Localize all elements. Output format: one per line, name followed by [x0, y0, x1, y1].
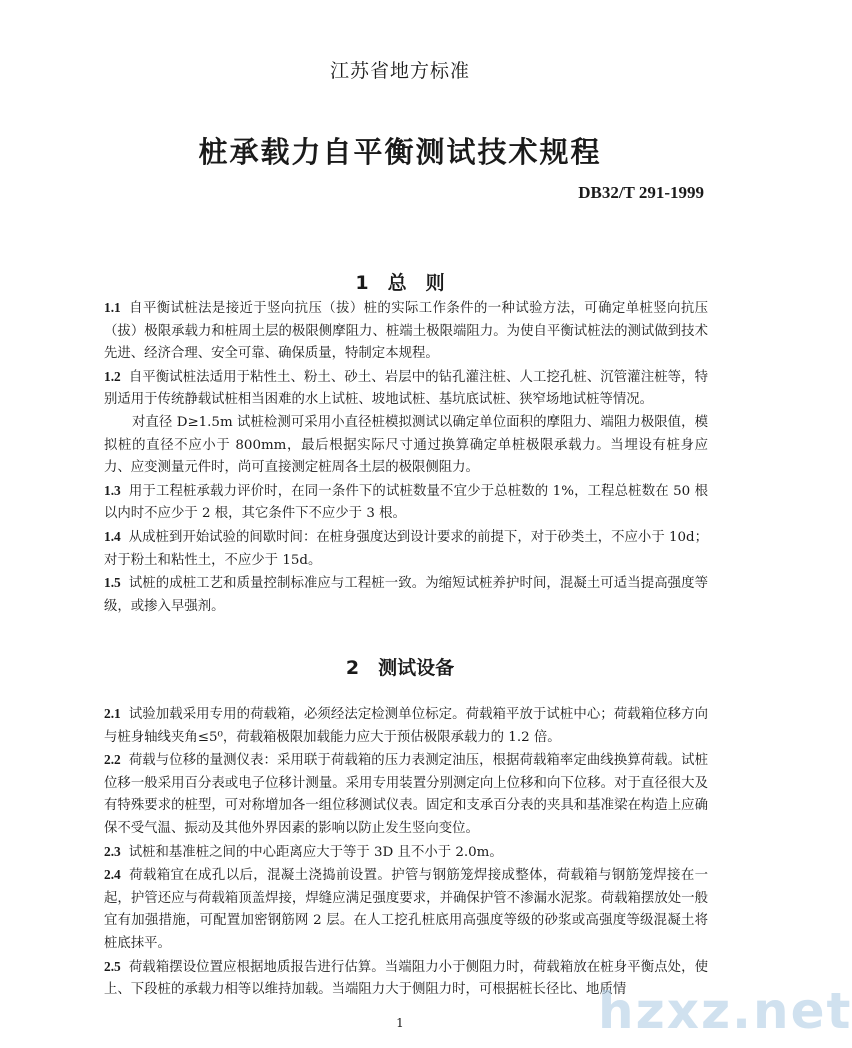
clause-number: 2.2: [104, 752, 121, 768]
page-number: 1: [396, 1016, 404, 1030]
page-title: 桩承载力自平衡测试技术规程: [198, 135, 602, 169]
clause-text: 荷载与位移的量测仪表：采用联于荷载箱的压力表测定油压，根据荷载箱率定曲线换算荷载。试桩位移一般采用百分表或电子位移计测量。采用专用装置分别测定向上位移和向下位移。对于直径很大及有特殊要求的桩型，可对称增加各一组位移测试仪表。固定和支承百分表的夹具和基准梁在构造上应确保不受气温、振动及其他外界因素的影响以防止发生竖向变位。: [104, 753, 708, 836]
site-watermark: hzxz.net: [598, 982, 852, 1040]
clause-number: 1.5: [104, 575, 121, 591]
standard-category-label: 江苏省地方标准: [329, 60, 470, 82]
clause-1-2: [104, 366, 708, 412]
clause-number: 2.3: [104, 843, 121, 859]
clause-1-4: [104, 526, 708, 572]
section-body-2: [104, 703, 708, 1002]
clause-text: 试验加载采用专用的荷载箱，必须经法定检测单位标定。荷载箱平放于试桩中心；荷载箱位移方向与桩身轴线夹角≤5⁰，荷载箱极限加载能力应大于预估极限承载力的 1.2 倍。: [104, 707, 708, 745]
clause-1-2-continued: [104, 412, 708, 480]
clause-text: 自平衡试桩法适用于粘性土、粉土、砂土、岩层中的钻孔灌注桩、人工挖孔桩、沉管灌注桩等，特别适用于传统静载试桩相当困难的水上试桩、坡地试桩、基坑底试桩、狭窄场地试桩等情况。: [104, 369, 708, 408]
clause-number: 1.3: [104, 482, 121, 498]
document-number: DB32/T 291-1999: [578, 183, 704, 202]
clause-number: 2.5: [104, 958, 121, 974]
clause-2-3: [104, 841, 708, 865]
clause-1-1: [104, 297, 708, 366]
section-heading-1: 1 总 则: [355, 272, 445, 294]
section-heading-2: 2 测试设备: [345, 657, 455, 679]
clause-text: 对直径 D≥1.5m 试桩检测可采用小直径桩模拟测试以确定单位面积的摩阻力、端阻力极限值，模拟桩的直径不应小于 800mm，最后根据实际尺寸通过换算确定单桩极限承载力。当埋设有桩身应力、应变测量元件时，尚可直接测定桩周各土层的极限侧阻力。: [104, 414, 708, 476]
clause-text: 自平衡试桩法是接近于竖向抗压（拔）桩的实际工作条件的一种试验方法，可确定单桩竖向抗压（拔）极限承载力和桩周土层的极限侧摩阻力、桩端土极限端阻力。为使自平衡试桩法的测试做到技术先进、经济合理、安全可靠、确保质量，特制定本规程。: [104, 301, 708, 362]
clause-number: 2.4: [104, 867, 121, 883]
clause-number: 1.2: [104, 368, 121, 384]
clause-2-2: [104, 749, 708, 840]
clause-number: 1.1: [104, 300, 121, 315]
clause-2-1: [104, 703, 708, 749]
clause-text: 试桩和基准桩之间的中心距离应大于等于 3D 且不小于 2.0m。: [128, 844, 503, 860]
clause-text: 荷载箱宜在成孔以后，混凝土浇捣前设置。护管与钢筋笼焊接成整体，荷载箱与钢筋笼焊接在一起，护管还应与荷载箱顶盖焊接，焊缝应满足强度要求，并确保护管不渗漏水泥浆。荷载箱摆放处一般宜有加强措施，可配置加密钢筋网 2 层。在人工挖孔桩底用高强度等级的砂浆或高强度等级混凝土将桩底抹平。: [104, 868, 708, 951]
clause-number: 2.1: [104, 706, 121, 721]
clause-text: 荷载箱摆设位置应根据地质报告进行估算。当端阻力小于侧阻力时，荷载箱放在桩身平衡点处，使上、下段桩的承载力相等以维持加载。当端阻力大于侧阻力时，可根据桩长径比、地质情: [104, 959, 708, 998]
clause-1-3: [104, 480, 708, 526]
clause-text: 从成桩到开始试验的间歇时间：在桩身强度达到设计要求的前提下，对于砂类土，不应小于 10d；对于粉土和粘性土，不应少于 15d。: [104, 529, 708, 568]
clause-2-4: [104, 864, 708, 955]
section-body-1: [104, 297, 708, 618]
clause-1-5: [104, 572, 708, 618]
clause-text: 试桩的成桩工艺和质量控制标准应与工程桩一致。为缩短试桩养护时间，混凝土可适当提高强度等级，或掺入早强剂。: [104, 576, 708, 614]
clause-number: 1.4: [104, 528, 121, 544]
clause-text: 用于工程桩承载力评价时，在同一条件下的试桩数量不宜少于总桩数的 1%，工程总桩数在 50 根以内时不应少于 2 根，其它条件下不应少于 3 根。: [104, 483, 708, 522]
